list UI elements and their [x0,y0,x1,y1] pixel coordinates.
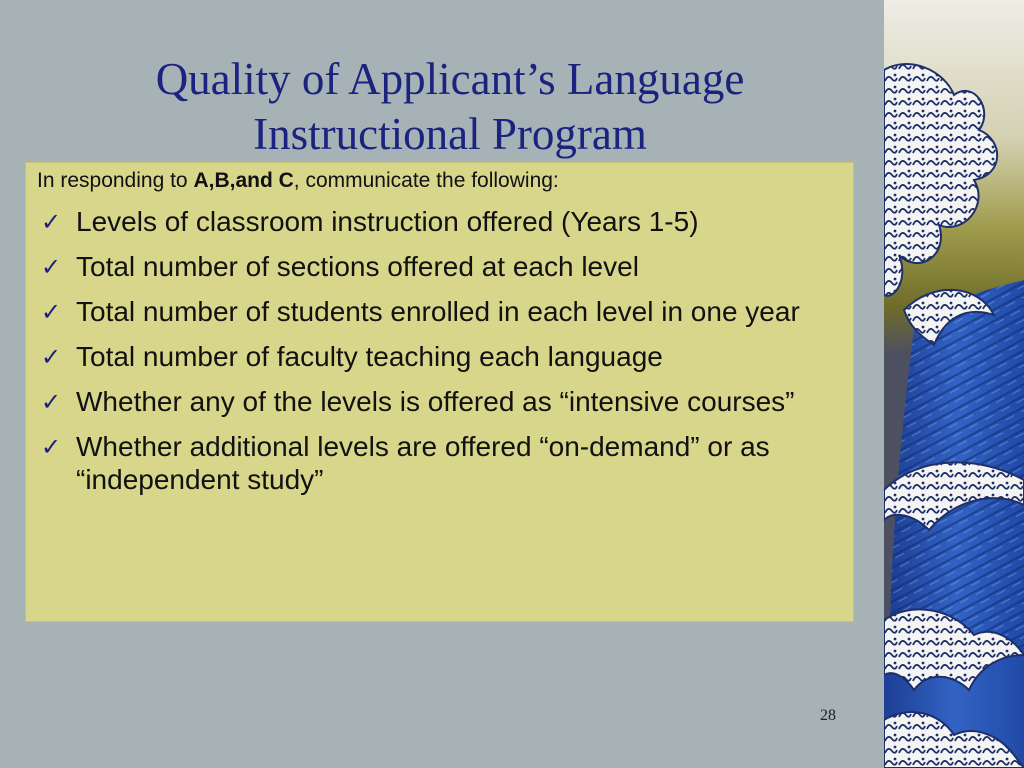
bullet-item [37,430,837,496]
bullet-text: Levels of classroom instruction offered (Years 1-5) [76,206,699,237]
bullet-item [37,205,837,238]
bullet-list [37,205,837,508]
slide-title-line-1: Quality of Applicant’s Language [155,54,745,104]
bullet-item [37,250,837,283]
bullet-text: Whether additional levels are offered “on-demand” or as “independent study” [76,431,770,495]
check-icon: ✓ [41,298,62,326]
bullet-item [37,295,837,328]
intro-emphasis: A,B,and C [193,169,294,192]
check-icon: ✓ [41,433,62,461]
bullet-text: Total number of faculty teaching each language [76,341,663,372]
check-icon: ✓ [41,208,62,236]
page-number: 28 [820,707,836,724]
bullet-text: Total number of sections offered at each level [76,251,639,282]
intro-text [37,169,559,193]
bullet-text: Total number of students enrolled in each level in one year [76,296,800,327]
check-icon: ✓ [41,388,62,416]
great-wave-icon [884,0,1024,768]
check-icon: ✓ [41,343,62,371]
slide-title [40,52,860,162]
check-icon: ✓ [41,253,62,281]
intro-prefix: In responding to [37,169,194,192]
intro-suffix: , communicate the following: [293,169,559,192]
bullet-text: Whether any of the levels is offered as “intensive courses” [76,386,795,417]
content-box [25,162,854,622]
bullet-item [37,385,837,418]
slide-title-line-2: Instructional Program [253,109,647,159]
bullet-item [37,340,837,373]
